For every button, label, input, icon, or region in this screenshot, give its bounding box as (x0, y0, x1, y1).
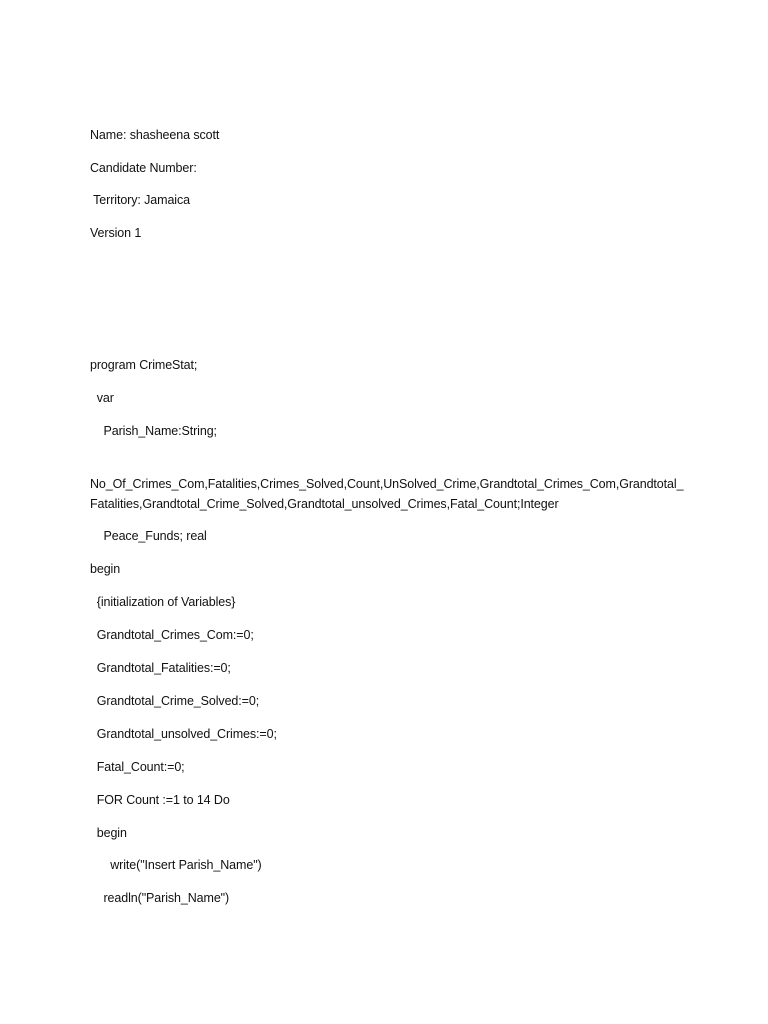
code-for-loop: FOR Count :=1 to 14 Do (90, 793, 230, 807)
code-peace-funds-declaration: Peace_Funds; real (90, 529, 207, 543)
code-integer-declaration: No_Of_Crimes_Com,Fatalities,Crimes_Solved,Count,UnSolved_Crime,Grandtotal_Crimes_Com,Grandtotal_Fatalities,Grandtotal_Crime_Solved,Grandtotal_unsolved_Crimes,Fatal_Count;Integer (90, 477, 684, 511)
code-init-crime-solved: Grandtotal_Crime_Solved:=0; (90, 694, 260, 708)
code-readln-statement: readln("Parish_Name") (90, 891, 230, 905)
code-write-statement: write("Insert Parish_Name") (90, 858, 262, 872)
territory: Territory: Jamaica (90, 193, 190, 207)
code-init-fatal-count: Fatal_Count:=0; (90, 760, 185, 774)
code-init-fatalities: Grandtotal_Fatalities:=0; (90, 661, 231, 675)
code-var-line: var (90, 391, 114, 405)
code-init-comment: {initialization of Variables} (90, 595, 236, 609)
candidate-number: Candidate Number: (90, 161, 197, 175)
code-program-line: program CrimeStat; (90, 358, 198, 372)
student-name: Name: shasheena scott (90, 128, 220, 142)
code-init-crimes-com: Grandtotal_Crimes_Com:=0; (90, 628, 254, 642)
code-init-unsolved: Grandtotal_unsolved_Crimes:=0; (90, 727, 277, 741)
code-parish-declaration: Parish_Name:String; (90, 424, 217, 438)
code-inner-begin: begin (90, 826, 127, 840)
code-begin: begin (90, 562, 121, 576)
version: Version 1 (90, 226, 142, 240)
